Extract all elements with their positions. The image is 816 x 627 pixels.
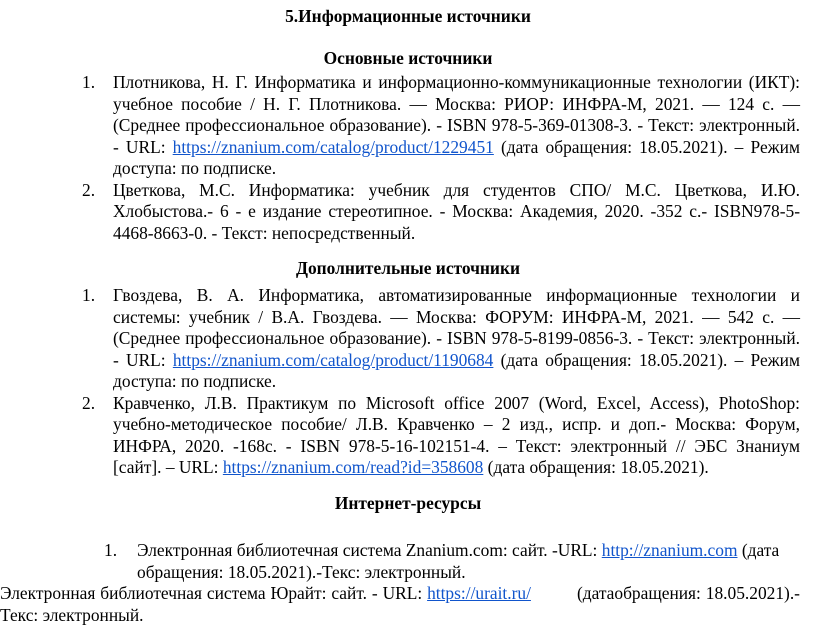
catalog-link[interactable]: https://znanium.com/catalog/product/1190684 xyxy=(172,349,494,370)
item-number: 2. xyxy=(82,392,96,413)
znanium-link[interactable]: http://znanium.com xyxy=(601,540,738,560)
urait-link[interactable]: https://urait.ru/ xyxy=(427,583,531,603)
item-text: Плотникова, Н. Г. Информатика и информационно-коммуникационные технологии (ИКТ): учебное пособие / Н. Г. Плотникова. — Москва: РИОР: ИНФРА-М, 2021. — 124 с. — (Среднее профессиональное образование). - ISBN 978-5-369-01308-3. - Текст: электронный. - URL: xyxy=(113,72,800,157)
item-text-after: (дата обращения: 18.05.2021). xyxy=(483,457,709,477)
list-item xyxy=(82,393,800,479)
item-number: 2. xyxy=(82,179,96,200)
item-number: 1. xyxy=(104,540,118,560)
item-text-after: (дата обращения: 18.05.2021). – Режим доступа: по подписке. xyxy=(113,349,800,391)
list-item xyxy=(82,180,800,245)
item-text: Гвоздева, В. А. Информатика, автоматизированные информационные технологии и системы: учебник / В.А. Гвоздева. — Москва: ФОРУМ: ИНФРА-М, 2021. — 542 с. — (Среднее профессиональное образование). - ISBN 978-5-8199-0856-3. - Текст: электронный. - URL: xyxy=(113,285,800,370)
page-title: 5.Информационные источники xyxy=(285,6,531,26)
item-text-after: (дата обращения: 18.05.2021).-Текс: электронный. xyxy=(137,540,780,582)
item-number: 1. xyxy=(82,72,96,92)
list-item xyxy=(82,72,800,180)
internet-resources-list xyxy=(104,540,800,583)
item-number: 1. xyxy=(82,285,96,305)
list-item xyxy=(82,285,800,393)
extra-sources-heading: Дополнительные источники xyxy=(295,258,520,278)
item-text-after: (дата обращения: 18.05.2021). – Режим доступа: по подписке. xyxy=(113,136,800,178)
main-sources-heading: Основные источники xyxy=(323,48,493,68)
item-text: Кравченко, Л.В. Практикум по Microsoft office 2007 (Word, Excel, Access), PhotoShop: учебно-методическое пособие/ Л.В. Кравченко – 2 изд., испр. и доп.- Москва: Форум, ИНФРА, 2020. -168с. - ISBN 978-5-16-102151-4. – Текст: электронный // ЭБС Знаниум [сайт]. – URL: xyxy=(113,392,800,477)
tail-text: Электронная библиотечная система Юрайт: сайт. - URL: xyxy=(0,583,428,603)
tail-text-after: (датаобращения: 18.05.2021).-Текс: электронный. xyxy=(0,583,800,625)
urait-entry xyxy=(0,583,800,626)
catalog-link[interactable]: https://znanium.com/catalog/product/1229451 xyxy=(172,136,494,157)
main-sources-list xyxy=(82,72,800,244)
internet-resources-heading: Интернет-ресурсы xyxy=(334,493,482,513)
extra-sources-list xyxy=(82,285,800,479)
item-text: Цветкова, М.С. Информатика: учебник для студентов СПО/ М.С. Цветкова, И.Ю. Хлобыстова.- 6 - е издание стереотипное. - Москва: Академия, 2020. -352 с.- ISBN978-5-4468-8663-0. - Текст: непосредственный. xyxy=(113,179,800,243)
read-link[interactable]: https://znanium.com/read?id=358608 xyxy=(222,457,484,477)
item-text: Электронная библиотечная система Znanium.com: сайт. -URL: xyxy=(137,540,602,560)
list-item xyxy=(104,540,800,583)
